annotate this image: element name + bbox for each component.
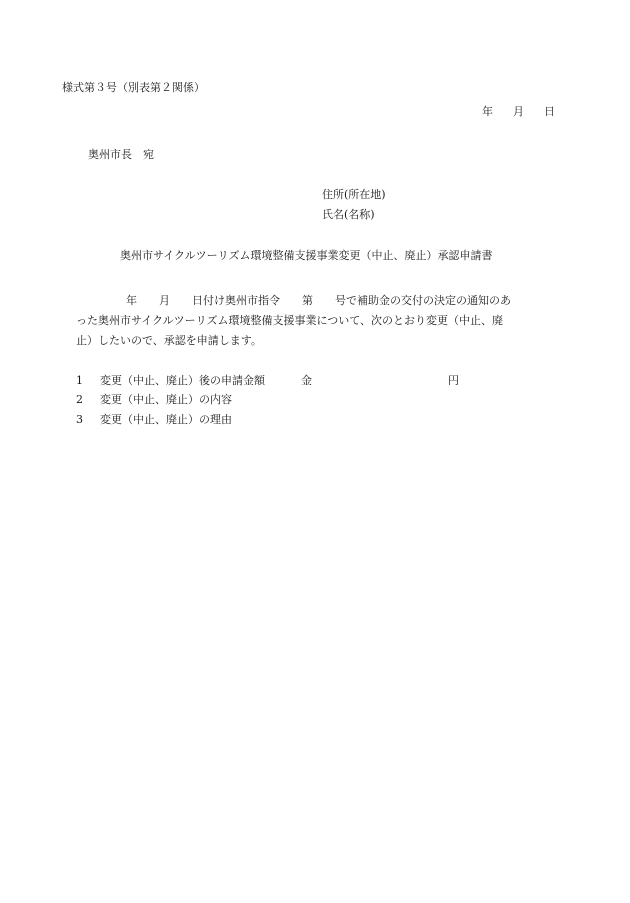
amount-unit: 円 bbox=[448, 374, 459, 387]
applicant-address-label: 住所(所在地) bbox=[322, 188, 386, 201]
applicant-name-label: 氏名(名称) bbox=[322, 208, 375, 221]
list-item bbox=[76, 393, 232, 407]
item-label: 変更（中止、廃止）の理由 bbox=[100, 413, 232, 426]
date-line bbox=[482, 105, 555, 119]
date-year: 年 bbox=[482, 105, 493, 118]
body-paragraph bbox=[76, 291, 576, 351]
date-month: 月 bbox=[513, 105, 524, 118]
body-line-3: 止）したいので、承認を申請します。 bbox=[76, 334, 262, 347]
form-number: 様式第３号（別表第２関係） bbox=[62, 81, 205, 94]
list-item bbox=[76, 374, 459, 388]
body-line-1: 年 月 日付け奥州市指令 第 号で補助金の交付の決定の通知のあ bbox=[126, 294, 511, 307]
item-label: 変更（中止、廃止）の内容 bbox=[100, 393, 232, 406]
date-day: 日 bbox=[544, 105, 555, 118]
amount-prefix: 金 bbox=[301, 374, 312, 387]
addressee: 奥州市長 宛 bbox=[88, 148, 154, 161]
item-number: 2 bbox=[76, 393, 83, 406]
item-label: 変更（中止、廃止）後の申請金額 bbox=[100, 374, 265, 387]
document-title: 奥州市サイクルツーリズム環境整備支援事業変更（中止、廃止）承認申請書 bbox=[120, 249, 493, 262]
item-number: 1 bbox=[76, 374, 83, 387]
body-line-2: った奥州市サイクルツーリズム環境整備支援事業について、次のとおり変更（中止、廃 bbox=[76, 314, 504, 327]
item-number: 3 bbox=[76, 413, 83, 426]
list-item bbox=[76, 413, 232, 427]
